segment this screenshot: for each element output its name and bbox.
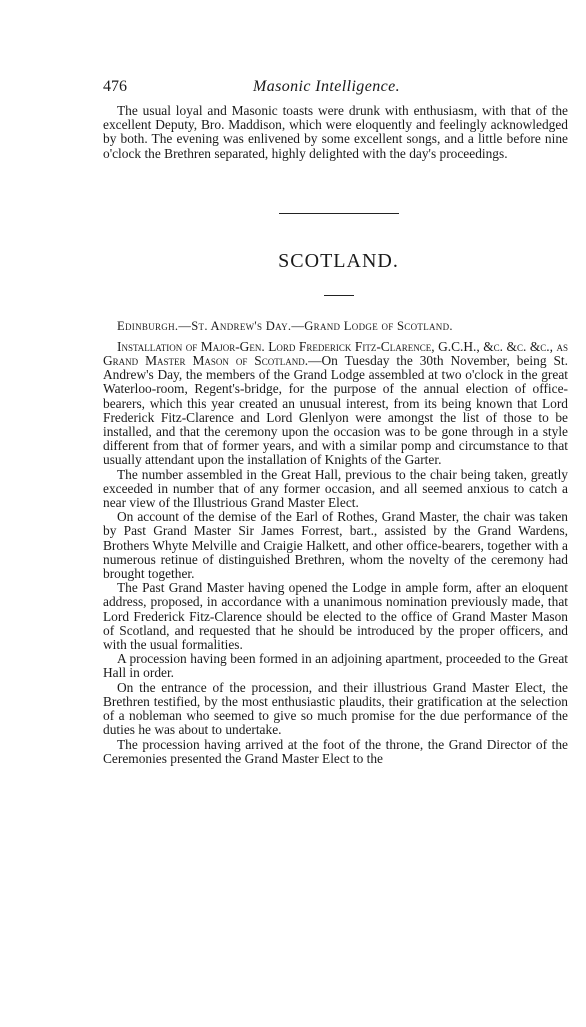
article-body xyxy=(103,340,568,766)
section-subhead: Edinburgh.—St. Andrew's Day.—Grand Lodge of Scotland. xyxy=(117,318,453,333)
section-divider-rule xyxy=(279,213,399,214)
lead-paragraph xyxy=(103,340,568,468)
section-title: SCOTLAND. xyxy=(278,249,399,272)
lead-rest: —On Tuesday the 30th November, being St. Andrew's Day, the members of the Grand Lodge assembled at two o'clock in the great Waterloo-room, Regent's-bridge, for the purpose of the annual election of office-bearers, which this year created an unusual interest, from its being known that Lord Frederick Fitz-Clarence and Lord Glenlyon were amongst the list of those to be installed, and that the ceremony upon the occasion was to be gone through in a style different from that of former years, and with a similar pomp and circumstance to that usually attendant upon the installation of Knights of the Garter. xyxy=(103,353,568,468)
article-paragraph: The Past Grand Master having opened the Lodge in ample form, after an eloquent address, proposed, in accordance with a unanimous nomination previously made, that Lord Frederick Fitz-Clarence should be elected to the office of Grand Master Mason of Scotland, and requested that he should be introduced by the proper officers, and with the usual formalities. xyxy=(103,580,568,653)
running-title: Masonic Intelligence. xyxy=(253,78,401,95)
lead-caps: Installation of Major-Gen. Lord Frederick Fitz-Clarence, G.C.H., &c. &c. &c., as Grand Master Mason of Scotland. xyxy=(103,338,568,369)
intro-paragraph: The usual loyal and Masonic toasts were drunk with enthusiasm, with that of the excellent Deputy, Bro. Maddison, which were eloquently and feelingly acknowledged by both. The evening was enlivened by some excellent songs, and a little before nine o'clock the Brethren separated, highly delighted with the day's proceedings. xyxy=(103,103,568,161)
article-paragraph: The number assembled in the Great Hall, previous to the chair being taken, greatly exceeded in number that of any former occasion, and all seemed anxious to catch a near view of the Illustrious Grand Master Elect. xyxy=(103,466,568,511)
article-paragraph: On account of the demise of the Earl of Rothes, Grand Master, the chair was taken by Past Grand Master Sir James Forrest, bart., assisted by the Grand Wardens, Brothers Whyte Melville and Craigie Halkett, and other office-bearers, together with a numerous retinue of distinguished Brethren, whom the novelty of the ceremony had brought together. xyxy=(103,509,568,582)
article-paragraph: The procession having arrived at the foot of the throne, the Grand Director of the Ceremonies presented the Grand Master Elect to the xyxy=(103,736,568,766)
document-page xyxy=(103,78,568,766)
title-underline-rule xyxy=(324,295,354,296)
article-paragraph: On the entrance of the procession, and their illustrious Grand Master Elect, the Brethren testified, by the most enthusiastic plaudits, their gratification at the selection of a nobleman who seemed to give so much promise for the due performance of the duties he was about to undertake. xyxy=(103,679,568,738)
article-paragraph: A procession having been formed in an adjoining apartment, proceeded to the Great Hall in order. xyxy=(103,651,568,681)
page-header xyxy=(103,78,568,104)
page-number: 476 xyxy=(103,78,127,95)
